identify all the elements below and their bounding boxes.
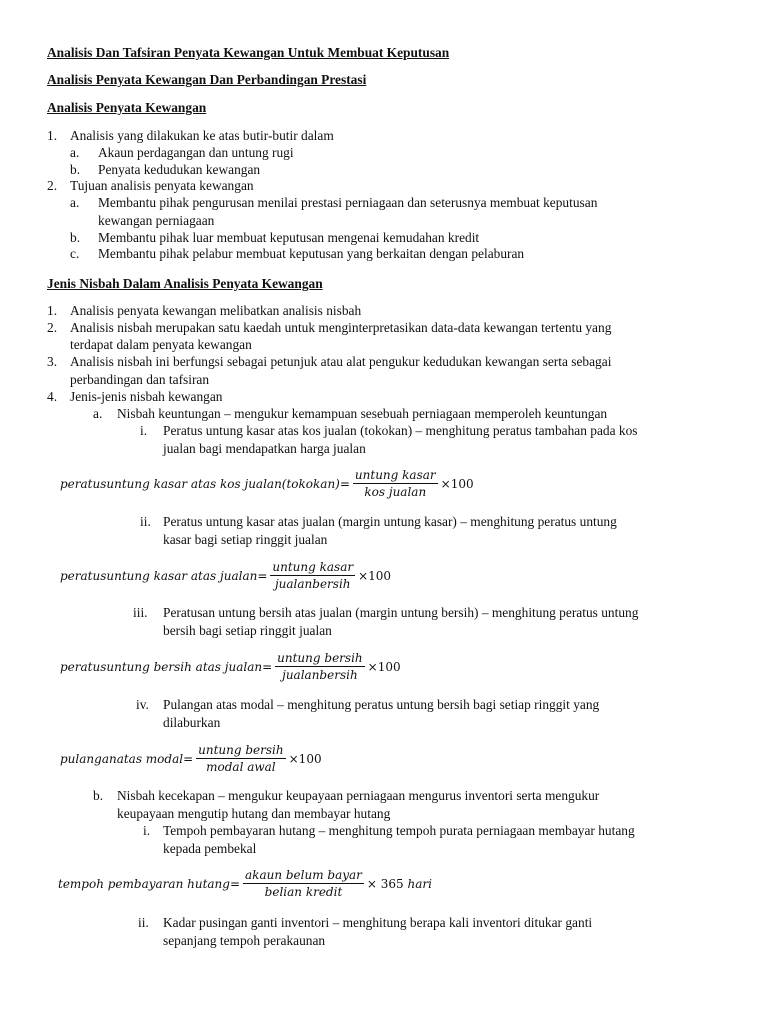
formula-multiplier: ×100 (440, 476, 474, 491)
formula-fraction (196, 743, 285, 774)
list-item-cont: kepada pembekal (163, 841, 257, 856)
list-item-cont: sepanjang tempoh perakaunan (163, 933, 326, 948)
formula-lhs: peratusuntung bersih atas jualan= (60, 659, 273, 674)
list-item: Jenis-jenis nisbah kewangan (70, 389, 223, 404)
list-item-cont: perbandingan dan tafsiran (70, 372, 210, 387)
list-item: Analisis penyata kewangan melibatkan analisis nisbah (70, 303, 362, 318)
list-item: Peratus untung kasar atas jualan (margin untung kasar) – menghitung peratus untung (163, 514, 617, 529)
list-letter: b. (70, 162, 81, 177)
formula-unit: hari (407, 876, 432, 891)
formula-denominator: jualanbersih (274, 577, 351, 591)
formula-numerator: untung kasar (354, 468, 436, 482)
section-heading: Jenis Nisbah Dalam Analisis Penyata Kewangan (47, 276, 323, 291)
list-number: 1. (47, 128, 58, 143)
formula-return-on-capital (60, 743, 322, 774)
formula-payables-period (58, 868, 432, 899)
list-number: 2. (47, 320, 58, 335)
list-letter: b. (93, 788, 104, 803)
formula-denominator: kos jualan (364, 485, 427, 499)
list-item: Tujuan analisis penyata kewangan (70, 178, 254, 193)
list-item: Nisbah kecekapan – mengukur keupayaan perniagaan mengurus inventori serta mengukur (117, 788, 600, 803)
formula-denominator: modal awal (206, 760, 276, 774)
formula-gross-margin (60, 560, 391, 591)
formula-multiplier: ×100 (358, 568, 392, 583)
list-item-cont: terdapat dalam penyata kewangan (70, 337, 252, 352)
formula-fraction (353, 468, 438, 499)
formula-lhs: pulanganatas modal= (60, 751, 194, 766)
formula-multiplier (367, 877, 432, 891)
formula-multiplier: ×100 (288, 751, 322, 766)
list-item: Membantu pihak pengurusan menilai prestasi perniagaan dan seterusnya membuat keputusan (98, 195, 598, 210)
list-item: Kadar pusingan ganti inventori – menghitung berapa kali inventori ditukar ganti (163, 915, 593, 930)
formula-multiplier: ×100 (367, 659, 401, 674)
formula-lhs: peratusuntung kasar atas jualan= (60, 568, 268, 583)
list-item: Akaun perdagangan dan untung rugi (98, 145, 294, 160)
formula-markup-on-cost (60, 468, 474, 499)
list-number: 4. (47, 389, 58, 404)
list-letter: c. (70, 246, 80, 261)
formula-lhs: peratusuntung kasar atas kos jualan(tokokan)= (60, 476, 350, 491)
list-roman: ii. (138, 915, 149, 930)
formula-numerator: akaun belum bayar (245, 868, 362, 882)
formula-fraction (270, 560, 355, 591)
list-item: Peratusan untung bersih atas jualan (margin untung bersih) – menghitung peratus untung (163, 605, 639, 620)
list-item-cont: jualan bagi mendapatkan harga jualan (163, 441, 366, 456)
list-item: Peratus untung kasar atas kos jualan (tokokan) – menghitung peratus tambahan pada kos (163, 423, 638, 438)
list-item-cont: kewangan perniagaan (98, 213, 215, 228)
formula-fraction (243, 868, 364, 899)
list-roman: iii. (133, 605, 148, 620)
list-item: Analisis yang dilakukan ke atas butir-butir dalam (70, 128, 334, 143)
list-item-cont: kasar bagi setiap ringgit jualan (163, 532, 328, 547)
list-item: Membantu pihak luar membuat keputusan mengenai kemudahan kredit (98, 230, 480, 245)
formula-lhs: tempoh pembayaran hutang= (58, 876, 241, 891)
list-item: Penyata kedudukan kewangan (98, 162, 261, 177)
list-item: Analisis nisbah ini berfungsi sebagai petunjuk atau alat pengukur kedudukan kewangan serta sebagai (70, 354, 612, 369)
list-letter: a. (70, 195, 80, 210)
list-number: 2. (47, 178, 58, 193)
formula-multiplier-value: × 365 (366, 876, 404, 891)
list-item-cont: bersih bagi setiap ringgit jualan (163, 623, 332, 638)
list-letter: b. (70, 230, 81, 245)
list-item: Tempoh pembayaran hutang – menghitung tempoh purata perniagaan membayar hutang (163, 823, 635, 838)
list-letter: a. (93, 406, 103, 421)
formula-net-margin (60, 651, 401, 682)
document-title: Analisis Dan Tafsiran Penyata Kewangan Untuk Membuat Keputusan (47, 45, 450, 60)
formula-denominator: jualanbersih (282, 668, 358, 682)
list-item: Pulangan atas modal – menghitung peratus untung bersih bagi setiap ringgit yang (163, 697, 600, 712)
list-item-cont: keupayaan mengutip hutang dan membayar hutang (117, 806, 391, 821)
section-heading: Analisis Penyata Kewangan Dan Perbandingan Prestasi (47, 72, 367, 87)
section-heading: Analisis Penyata Kewangan (47, 100, 207, 115)
list-item: Nisbah keuntungan – mengukur kemampuan sesebuah perniagaan memperoleh keuntungan (117, 406, 608, 421)
list-roman: i. (140, 423, 148, 438)
formula-numerator: untung kasar (272, 560, 354, 574)
list-number: 1. (47, 303, 58, 318)
list-roman: iv. (136, 697, 149, 712)
formula-denominator: belian kredit (264, 885, 343, 899)
list-item: Membantu pihak pelabur membuat keputusan yang berkaitan dengan pelaburan (98, 246, 525, 261)
list-item-cont: dilaburkan (163, 715, 221, 730)
formula-numerator: untung bersih (277, 651, 363, 665)
list-number: 3. (47, 354, 58, 369)
list-item: Analisis nisbah merupakan satu kaedah untuk menginterpretasikan data-data kewangan tertentu yang (70, 320, 612, 335)
list-letter: a. (70, 145, 80, 160)
list-roman: ii. (140, 514, 151, 529)
list-roman: i. (143, 823, 151, 838)
formula-numerator: untung bersih (198, 743, 284, 757)
formula-fraction (275, 651, 364, 682)
